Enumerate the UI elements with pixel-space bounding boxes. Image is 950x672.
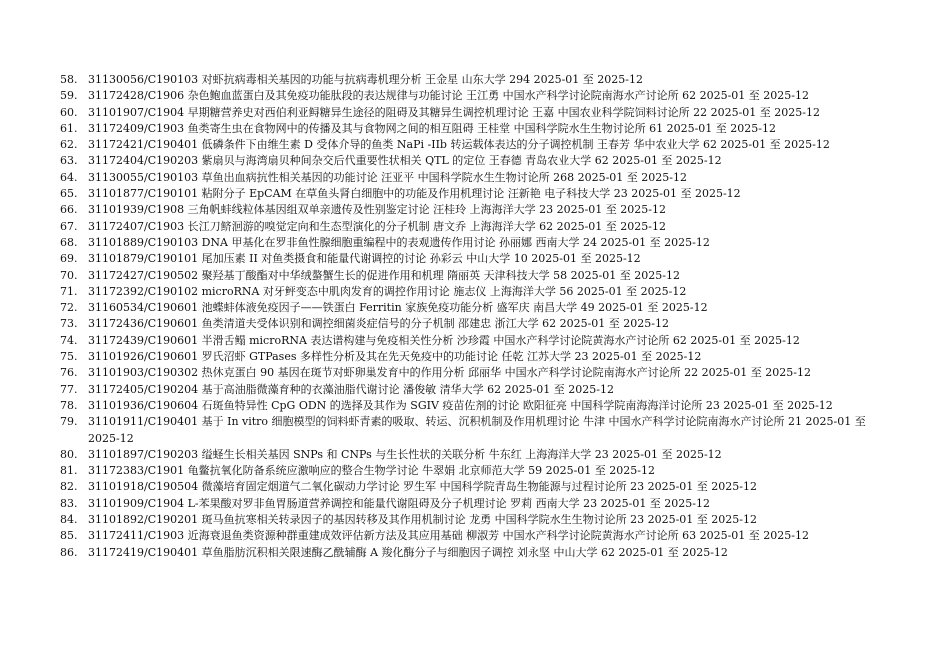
item-text: 31101879/C190101 尾加压素 II 对鱼类摄食和能量代谢调控的讨论 孙彩云 中山大学 10 2025-01 至 2025-12 bbox=[88, 252, 641, 266]
list-item bbox=[60, 447, 896, 463]
item-text: 31101918/C190504 微藻培育固定烟道气二氧化碳动力学讨论 罗生军 中国科学院青岛生物能源与过程讨论所 23 2025-01 至 2025-12 bbox=[88, 480, 757, 494]
item-number: 69. bbox=[60, 252, 78, 266]
item-number: 86. bbox=[60, 545, 78, 559]
list-item bbox=[60, 251, 896, 267]
item-text: 31172407/C1903 长江刀鲚洄游的嗅觉定向和生态型演化的分子机制 唐文乔 上海海洋大学 62 2025-01 至 2025-12 bbox=[88, 219, 666, 233]
project-list bbox=[60, 72, 896, 561]
list-item bbox=[60, 300, 896, 316]
list-item bbox=[60, 105, 896, 121]
item-text: 31172427/C190502 聚羟基丁酸酯对中华绒螯蟹生长的促进作用和机理 隋丽英 天津科技大学 58 2025-01 至 2025-12 bbox=[88, 268, 680, 282]
item-number: 75. bbox=[60, 350, 78, 364]
list-item bbox=[60, 219, 896, 235]
list-item bbox=[60, 137, 896, 153]
item-number: 65. bbox=[60, 187, 78, 201]
item-number: 67. bbox=[60, 219, 78, 233]
item-text: 31172419/C190401 草鱼脂肪沉积相关限速酶乙酰辅酶 A 羧化酶分子与细胞因子调控 刘永坚 中山大学 62 2025-01 至 2025-12 bbox=[88, 545, 728, 559]
list-item bbox=[60, 316, 896, 332]
list-item bbox=[60, 349, 896, 365]
item-number: 73. bbox=[60, 317, 78, 331]
list-item bbox=[60, 88, 896, 104]
list-item bbox=[60, 284, 896, 300]
item-text: 31101907/C1904 早期糖营养史对西伯利亚鲟糖异生途径的阻碍及其糖异生调控机理讨论 王嘉 中国农业科学院饲料讨论所 22 2025-01 至 2025-12 bbox=[88, 105, 820, 119]
list-item bbox=[60, 382, 896, 398]
item-number: 70. bbox=[60, 268, 78, 282]
list-item bbox=[60, 528, 896, 544]
item-number: 79. bbox=[60, 415, 78, 429]
item-text: 31130055/C190103 草鱼出血病抗性相关基因的功能讨论 汪亚平 中国科学院水生生物讨论所 268 2025-01 至 2025-12 bbox=[88, 170, 687, 184]
list-item bbox=[60, 398, 896, 414]
item-text: 31101926/C190601 罗氏沼虾 GTPases 多样性分析及其在先天免疫中的功能讨论 任乾 江苏大学 23 2025-01 至 2025-12 bbox=[88, 350, 702, 364]
item-text: 31172411/C1903 近海衰退鱼类资源种群重建成效评估新方法及其应用基础 柳淑芳 中国水产科学讨论院黄海水产讨论所 63 2025-01 至 2025-12 bbox=[88, 529, 809, 543]
item-number: 59. bbox=[60, 89, 78, 103]
item-number: 61. bbox=[60, 121, 78, 135]
list-item bbox=[60, 479, 896, 495]
list-item bbox=[60, 202, 896, 218]
list-item bbox=[60, 414, 896, 447]
item-number: 64. bbox=[60, 170, 78, 184]
item-text: 31101877/C190101 粘附分子 EpCAM 在草鱼头肾白细胞中的功能及作用机理讨论 汪新艳 电子科技大学 23 2025-01 至 2025-12 bbox=[88, 187, 741, 201]
list-item bbox=[60, 235, 896, 251]
list-item bbox=[60, 333, 896, 349]
list-item bbox=[60, 170, 896, 186]
item-number: 85. bbox=[60, 529, 78, 543]
list-item bbox=[60, 365, 896, 381]
item-text: 31101903/C190302 热休克蛋白 90 基因在斑节对虾卵巢发育中的作用分析 邱丽华 中国水产科学讨论院南海水产讨论所 22 2025-01 至 2025-12 bbox=[88, 366, 811, 380]
item-text: 31172409/C1903 鱼类寄生虫在食物网中的传播及其与食物网之间的相互阻碍 王桂堂 中国科学院水生生物讨论所 61 2025-01 至 2025-12 bbox=[88, 121, 776, 135]
list-item bbox=[60, 545, 896, 561]
item-text: 31101889/C190103 DNA 甲基化在罗非鱼性腺细胞重编程中的表观遗传作用讨论 孙丽娜 西南大学 24 2025-01 至 2025-12 bbox=[88, 235, 710, 249]
item-text: 31101911/C190401 基于 In vitro 细胞模型的饲料虾青素的吸取、转运、沉积机制及作用机理讨论 牛津 中国水产科学讨论院南海水产讨论所 21 2025-01 至 2025-12 bbox=[88, 415, 866, 445]
item-text: 31172421/C190401 低磷条件下由维生素 D 受体介导的鱼类 NaPi -IIb 转运载体表达的分子调控机制 王春芳 华中农业大学 62 2025-01 至 2025-12 bbox=[88, 138, 830, 152]
item-text: 31172383/C1901 龟鳖抗氧化防备系统应激响应的整合生物学讨论 牛翠娟 北京师范大学 59 2025-01 至 2025-12 bbox=[88, 464, 655, 478]
item-number: 68. bbox=[60, 235, 78, 249]
item-number: 63. bbox=[60, 154, 78, 168]
item-text: 31172405/C190204 基于高油脂微藻育种的衣藻油脂代谢讨论 潘俊敏 清华大学 62 2025-01 至 2025-12 bbox=[88, 382, 614, 396]
list-item bbox=[60, 186, 896, 202]
item-number: 66. bbox=[60, 203, 78, 217]
item-number: 82. bbox=[60, 480, 78, 494]
item-text: 31101909/C1904 L-苯果酸对罗非鱼胃肠道营养调控和能量代谢阻碍及分子机理讨论 罗莉 西南大学 23 2025-01 至 2025-12 bbox=[88, 496, 711, 510]
item-text: 31172404/C190203 紫扇贝与海湾扇贝种间杂交后代重要性状相关 QTL 的定位 王春德 青岛农业大学 62 2025-01 至 2025-12 bbox=[88, 154, 722, 168]
item-text: 31172428/C1906 杂色鲍血蓝蛋白及其免疫功能肽段的表达规律与功能讨论 王江勇 中国水产科学讨论院南海水产讨论所 62 2025-01 至 2025-12 bbox=[88, 89, 809, 103]
item-number: 60. bbox=[60, 105, 78, 119]
list-item bbox=[60, 512, 896, 528]
item-number: 81. bbox=[60, 464, 78, 478]
item-number: 80. bbox=[60, 447, 78, 461]
item-text: 31172436/C190601 鱼类清道夫受体识别和调控细菌炎症信号的分子机制 邵建忠 浙江大学 62 2025-01 至 2025-12 bbox=[88, 317, 669, 331]
item-number: 78. bbox=[60, 398, 78, 412]
item-number: 83. bbox=[60, 496, 78, 510]
item-number: 77. bbox=[60, 382, 78, 396]
item-text: 31101939/C1908 三角帆蚌线粒体基因组双单亲遗传及性别鉴定讨论 汪桂玲 上海海洋大学 23 2025-01 至 2025-12 bbox=[88, 203, 666, 217]
item-number: 71. bbox=[60, 284, 78, 298]
list-item bbox=[60, 72, 896, 88]
item-text: 31160534/C190601 池蝶蚌体液免疫因子——铁蛋白 Ferritin 家族免疫功能分析 盛军庆 南昌大学 49 2025-01 至 2025-12 bbox=[88, 301, 708, 315]
item-text: 31101892/C190201 斑马鱼抗寒相关转录因子的基因转移及其作用机制讨论 龙勇 中国科学院水生生物讨论所 23 2025-01 至 2025-12 bbox=[88, 513, 757, 527]
item-text: 31130056/C190103 对虾抗病毒相关基因的功能与抗病毒机理分析 王金星 山东大学 294 2025-01 至 2025-12 bbox=[88, 73, 643, 86]
item-text: 31101936/C190604 石斑鱼特异性 CpG ODN 的选择及其作为 SGIV 疫苗佐剂的讨论 欧阳征亮 中国科学院南海海洋讨论所 23 2025-01 至 2025-12 bbox=[88, 398, 833, 412]
item-number: 58. bbox=[60, 73, 78, 86]
item-number: 84. bbox=[60, 513, 78, 527]
item-number: 72. bbox=[60, 301, 78, 315]
item-text: 31172439/C190601 半滑舌鳎 microRNA 表达谱构建与免疫相关性分析 沙珍霞 中国水产科学讨论院黄海水产讨论所 62 2025-01 至 2025-12 bbox=[88, 333, 800, 347]
item-number: 74. bbox=[60, 333, 78, 347]
item-number: 76. bbox=[60, 366, 78, 380]
list-item bbox=[60, 463, 896, 479]
list-item bbox=[60, 268, 896, 284]
item-number: 62. bbox=[60, 138, 78, 152]
list-item bbox=[60, 121, 896, 137]
item-text: 31172392/C190102 microRNA 对牙鲆变态中肌肉发育的调控作用讨论 施志仪 上海海洋大学 56 2025-01 至 2025-12 bbox=[88, 284, 687, 298]
item-text: 31101897/C190203 缢蛏生长相关基因 SNPs 和 CNPs 与生长性状的关联分析 牛东红 上海海洋大学 23 2025-01 至 2025-12 bbox=[88, 447, 722, 461]
list-item bbox=[60, 153, 896, 169]
list-item bbox=[60, 496, 896, 512]
